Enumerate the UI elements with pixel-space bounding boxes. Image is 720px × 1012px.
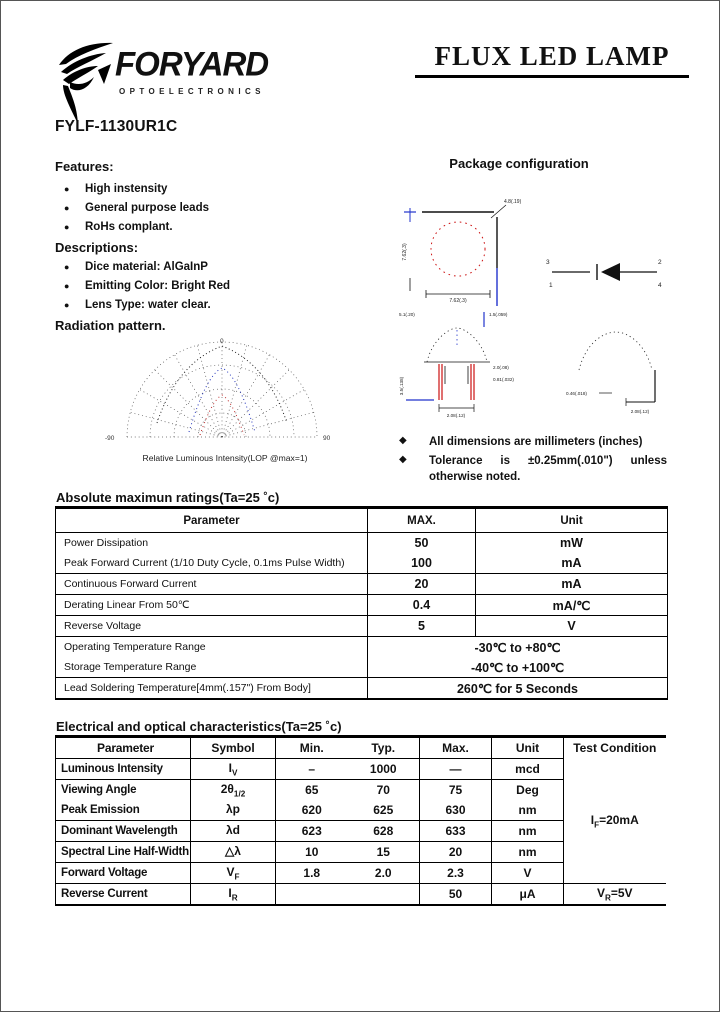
unit-cell: V — [492, 863, 564, 884]
max-cell: 75 — [420, 780, 492, 801]
param-cell: Viewing Angle — [56, 780, 191, 801]
param-cell: Peak Forward Current (1/10 Duty Cycle, 0.1ms Pulse Width) — [56, 553, 368, 574]
pin-label: 3 — [546, 259, 550, 266]
dim-label: 0.81(.032) — [493, 377, 514, 382]
max-cell: 50 — [420, 884, 492, 906]
feature-text: High instensity — [85, 183, 168, 195]
col-header: Test Condition — [564, 737, 666, 759]
description-text: Lens Type: water clear. — [85, 299, 211, 311]
col-header: Symbol — [191, 737, 276, 759]
package-notes — [399, 434, 667, 488]
max-cell: 2.3 — [420, 863, 492, 884]
symbol-cell: $2\theta_{1/2}$ — [191, 780, 276, 801]
max-cell: 5 — [368, 616, 476, 637]
param-cell: Peak Emission — [56, 800, 191, 821]
features-heading: Features: — [55, 159, 114, 174]
table-row — [56, 574, 668, 595]
package-top-view — [402, 199, 522, 306]
unit-cell: μA — [492, 884, 564, 906]
table-row — [56, 595, 668, 616]
package-schematic — [546, 259, 662, 289]
abs-ratings-title: Absolute maximun ratings(Ta=25 ˚c) — [56, 490, 280, 505]
param-cell: Reverse Voltage — [56, 616, 368, 637]
typ-cell: 1000 — [348, 759, 420, 780]
package-heading: Package configuration — [449, 156, 589, 171]
pin-label: 2 — [658, 259, 662, 266]
dim-label: 7.62(.3) — [402, 243, 408, 261]
dim-label: 7.62(.3) — [449, 298, 467, 304]
pin-label: 1 — [549, 282, 553, 289]
symbol-cell: △λ — [191, 842, 276, 863]
param-cell: Storage Temperature Range — [56, 657, 368, 678]
diode-symbol-icon — [601, 263, 620, 281]
brand-name: FORYARD — [115, 44, 269, 83]
lens-circle — [431, 222, 485, 276]
typ-cell — [348, 884, 420, 906]
diamond-icon: ◆ — [399, 435, 407, 446]
symbol-cell: $V_F$ — [191, 863, 276, 884]
abs-ratings-section — [55, 490, 667, 700]
unit-cell: mW — [476, 533, 668, 554]
col-header: Unit — [492, 737, 564, 759]
symbol-cell: λp — [191, 800, 276, 821]
col-header: Max. — [420, 737, 492, 759]
min-cell: 620 — [276, 800, 348, 821]
unit-cell: nm — [492, 842, 564, 863]
param-cell: Dominant Wavelength — [56, 821, 191, 842]
table-row — [56, 616, 668, 637]
min-cell: 623 — [276, 821, 348, 842]
col-header: MAX. — [368, 508, 476, 533]
bullet-icon: ● — [64, 300, 70, 310]
param-cell: Forward Voltage — [56, 863, 191, 884]
note-text: All dimensions are millimeters (inches) — [429, 436, 643, 448]
min-cell — [276, 884, 348, 906]
foryard-logo — [53, 39, 353, 127]
table-row — [56, 637, 668, 658]
param-cell: Power Dissipation — [56, 533, 368, 554]
typ-cell: 15 — [348, 842, 420, 863]
param-cell: Reverse Current — [56, 884, 191, 906]
max-cell: 20 — [368, 574, 476, 595]
dim-label: 5.1(.20) — [399, 312, 415, 317]
left-column — [55, 159, 405, 333]
col-header: Min. — [276, 737, 348, 759]
document-title: FLUX LED LAMP — [415, 41, 689, 78]
table-header-row — [56, 508, 668, 533]
bullet-icon: ● — [64, 222, 70, 232]
angle-label-top: 0 — [220, 338, 224, 345]
package-drawing — [394, 194, 696, 432]
min-cell: 10 — [276, 842, 348, 863]
diamond-icon: ◆ — [399, 454, 407, 465]
col-header: Typ. — [348, 737, 420, 759]
unit-cell: mcd — [492, 759, 564, 780]
typ-cell: 625 — [348, 800, 420, 821]
pin-label: 4 — [658, 282, 662, 289]
descriptions-heading: Descriptions: — [55, 240, 139, 255]
note-item — [399, 453, 667, 485]
max-cell: 50 — [368, 533, 476, 554]
max-cell: 0.4 — [368, 595, 476, 616]
note-text: Tolerance is ±0.25mm(.010") unless otherwise noted. — [429, 455, 667, 483]
unit-cell: nm — [492, 821, 564, 842]
typ-cell: 70 — [376, 783, 390, 797]
param-cell: Spectral Line Half-Width — [56, 842, 191, 863]
max-cell: — — [420, 759, 492, 780]
unit-cell: mA — [476, 553, 668, 574]
eo-table — [55, 735, 666, 906]
model-number: FYLF-1130UR1C — [55, 118, 178, 135]
table-header-row — [56, 737, 666, 759]
col-header: Parameter — [56, 737, 191, 759]
dim-label: 2.08(.12) — [630, 409, 650, 414]
radiation-heading: Radiation pattern. — [55, 318, 166, 333]
description-item — [55, 261, 405, 273]
table-row — [56, 759, 666, 780]
unit-cell: mA/℃ — [476, 595, 668, 616]
unit-cell: V — [476, 616, 668, 637]
symbol-cell: $I_R$ — [191, 884, 276, 906]
col-header: Parameter — [56, 508, 368, 533]
eo-title: Electrical and optical characteristics(Ta=25 ˚c) — [56, 719, 342, 734]
symbol-cell: λd — [191, 821, 276, 842]
value-cell: 260℃ for 5 Seconds — [368, 678, 668, 700]
dim-label: 2.0(.08) — [493, 365, 509, 370]
unit-cell: Deg — [492, 780, 564, 801]
table-row — [56, 657, 668, 678]
foryard-swoosh-icon — [55, 41, 115, 125]
dim-label: 2.08(.12) — [446, 413, 466, 418]
min-cell: 1.8 — [276, 863, 348, 884]
bullet-icon: ● — [64, 203, 70, 213]
value-cell: -30℃ to +80℃ — [368, 637, 668, 658]
dim-label: 4.8(.19) — [504, 199, 522, 205]
param-cell: Lead Soldering Temperature[4mm(.157") From Body] — [56, 678, 368, 700]
param-cell: Luminous Intensity — [56, 759, 191, 780]
package-side-view — [566, 332, 655, 414]
max-cell: 630 — [420, 800, 492, 821]
feature-text: General purpose leads — [85, 202, 209, 214]
package-front-view — [399, 312, 514, 418]
eo-section — [55, 719, 667, 906]
table-row — [56, 533, 668, 554]
description-text: Dice material: AlGaInP — [85, 261, 208, 273]
unit-cell: nm — [492, 800, 564, 821]
angle-label-right: 90 — [323, 435, 331, 442]
test-condition-cell: $V_R=5V$ — [564, 884, 666, 906]
symbol-cell: $I_V$ — [191, 759, 276, 780]
dim-label: 0.46(.018) — [566, 391, 587, 396]
note-item — [399, 434, 667, 450]
feature-item — [55, 221, 405, 233]
bullet-icon: ● — [64, 281, 70, 291]
col-header: Unit — [476, 508, 668, 533]
max-cell: 633 — [420, 821, 492, 842]
feature-item — [55, 202, 405, 214]
test-condition-cell: $I_F=20mA$ — [564, 759, 666, 884]
unit-cell: mA — [476, 574, 668, 595]
param-cell: Operating Temperature Range — [56, 637, 368, 658]
table-row — [56, 553, 668, 574]
table-row — [56, 678, 668, 700]
typ-cell: 628 — [348, 821, 420, 842]
bullet-icon: ● — [64, 184, 70, 194]
typ-cell: 2.0 — [348, 863, 420, 884]
description-text: Emitting Color: Bright Red — [85, 280, 231, 292]
min-cell: 65 — [276, 780, 348, 801]
value-cell: -40℃ to +100℃ — [368, 657, 668, 678]
param-cell: Derating Linear From 50℃ — [56, 595, 368, 616]
feature-text: RoHs complant. — [85, 221, 173, 233]
min-cell: – — [276, 759, 348, 780]
description-item — [55, 299, 405, 311]
table-row — [56, 884, 666, 906]
feature-item — [55, 183, 405, 195]
abs-ratings-table — [55, 506, 668, 700]
bullet-icon: ● — [64, 262, 70, 272]
brand-subtitle: OPTOELECTRONICS — [119, 87, 265, 96]
description-item — [55, 280, 405, 292]
radiation-caption: Relative Luminous Intensity(LOP @max=1) — [142, 453, 308, 463]
radiation-lobe-outer — [157, 346, 287, 423]
angle-label-left: -90 — [105, 435, 115, 442]
param-cell: Continuous Forward Current — [56, 574, 368, 595]
max-cell: 20 — [420, 842, 492, 863]
max-cell: 100 — [368, 553, 476, 574]
dim-label: 3.5(.138) — [399, 376, 404, 396]
dim-label: 1.5(.059) — [489, 312, 508, 317]
radiation-pattern-chart — [57, 337, 393, 471]
